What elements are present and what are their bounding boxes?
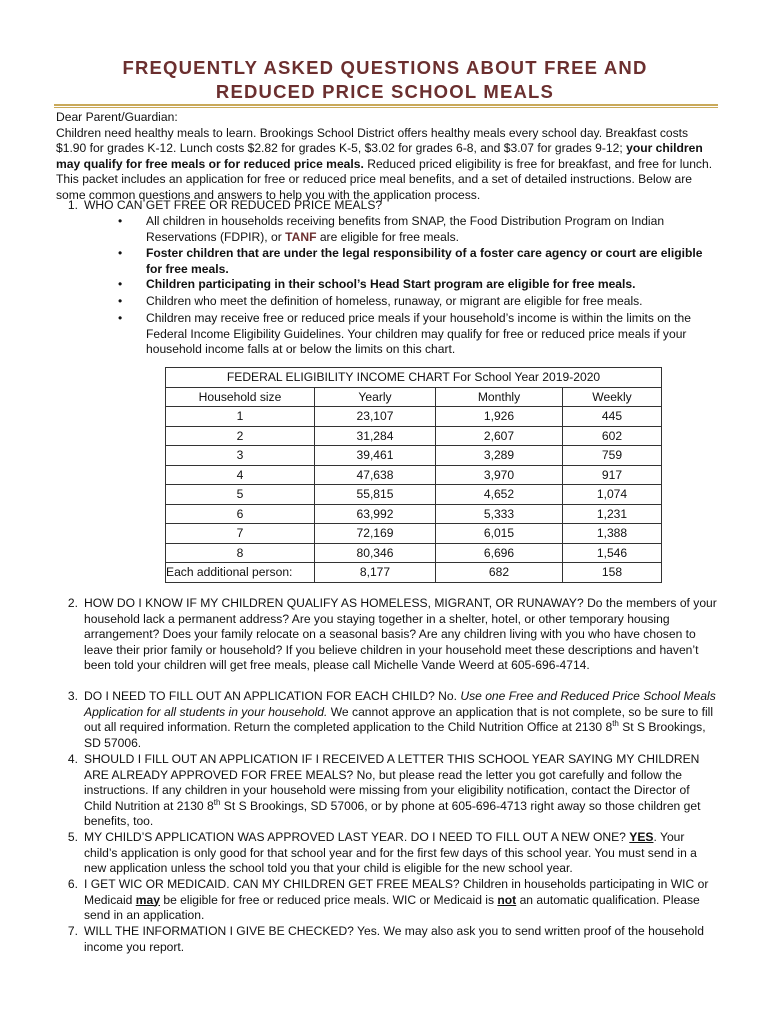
table-cell: 682 <box>436 563 563 583</box>
table-cell: 23,107 <box>315 407 436 427</box>
table-cell: 1,388 <box>563 524 662 544</box>
column-header: Weekly <box>563 387 662 407</box>
question-text: HOW DO I KNOW IF MY CHILDREN QUALIFY AS HOMELESS, MIGRANT, OR RUNAWAY? Do the members of your household lack a permanent address? Are you staying together in a shelter, hotel, or other temporary housing arrangement? Does your family relocate on a seasonal basis? Are any children living with you who have chosen to leave their prior family or household? If you believe children in your household meet these descriptions and haven’t been told your children will get free meals, please call Michelle Vande Weerd at 605-696-4714. <box>84 596 717 672</box>
tanf-term: TANF <box>285 229 317 244</box>
table-row <box>166 407 662 427</box>
bullet-text: Children may receive free or reduced price meals if your household’s income is within the limits on the Federal Income Eligibility Guidelines. Your children may qualify for free or reduced price meals if your household income falls at or below the limits on this chart. <box>146 311 691 356</box>
greeting: Dear Parent/Guardian: <box>56 110 178 124</box>
table-cell: 7 <box>166 524 315 544</box>
question-text: SHOULD I FILL OUT AN APPLICATION IF I RECEIVED A LETTER THIS SCHOOL YEAR SAYING MY CHILDREN ARE ALREADY APPROVED FOR FREE MEALS? No, but please read the letter you got carefully and follow the instructions. If any children in your household were missing from your eligibility notification, contact the Director of Child Nutrition at 2130 8th St S Brookings, SD 57006, or by phone at 605-696-4713 right away so those children get benefits, too. <box>84 752 701 828</box>
question-number: 3. <box>67 689 78 703</box>
bullet-text: Foster children that are under the legal responsibility of a foster care agency or court are eligible for free meals. <box>146 246 703 276</box>
table-cell: 1,546 <box>563 543 662 563</box>
table-cell: 3,970 <box>436 465 563 485</box>
table-cell: 6,015 <box>436 524 563 544</box>
bullet-icon: • <box>118 246 123 260</box>
column-header: Yearly <box>315 387 436 407</box>
question-1 <box>56 198 720 214</box>
table-cell: 3 <box>166 446 315 466</box>
table-cell: 6 <box>166 504 315 524</box>
table-cell: 1,926 <box>436 407 563 427</box>
bullet-foster <box>118 246 716 277</box>
page-title-line-2: REDUCED PRICE SCHOOL MEALS <box>215 81 555 102</box>
table-cell: 4 <box>166 465 315 485</box>
bullet-text: Children participating in their school’s Head Start program are eligible for free meals. <box>146 277 636 291</box>
table-cell: 158 <box>563 563 662 583</box>
table-cell: 47,638 <box>315 465 436 485</box>
question-number: 2. <box>67 596 78 610</box>
table-cell: 55,815 <box>315 485 436 505</box>
table-cell: 39,461 <box>315 446 436 466</box>
bullet-icon: • <box>118 311 123 325</box>
question-4 <box>56 752 720 830</box>
bullet-text: Children who meet the definition of homeless, runaway, or migrant are eligible for free meals. <box>146 294 643 308</box>
chart-title: FEDERAL ELIGIBILITY INCOME CHART For School Year 2019-2020 <box>166 368 662 388</box>
yes-emphasis: YES <box>629 830 654 844</box>
bullet-text: All children in households receiving benefits from SNAP, the Food Distribution Program on Indian Reservations (FDPIR), or TANF are eligible for free meals. <box>146 214 665 244</box>
table-cell: 3,289 <box>436 446 563 466</box>
question-text: WHO CAN GET FREE OR REDUCED PRICE MEALS? <box>84 198 383 212</box>
table-row <box>166 426 662 446</box>
question-text: DO I NEED TO FILL OUT AN APPLICATION FOR EACH CHILD? No. Use one Free and Reduced Price School Meals Application for all students in your household. We cannot approve an application that is not complete, so be sure to fill out all required information. Return the completed application to the Child Nutrition Office at 2130 8th St S Brookings, SD 57006. <box>84 689 716 750</box>
question-number: 5. <box>67 830 78 844</box>
table-row <box>166 446 662 466</box>
table-cell: 917 <box>563 465 662 485</box>
question-3 <box>56 689 720 751</box>
bullet-icon: • <box>118 294 123 308</box>
question-text: MY CHILD’S APPLICATION WAS APPROVED LAST YEAR. DO I NEED TO FILL OUT A NEW ONE? YES. Your child’s application is only good for that school year and for the first few days of this school year. You must send in a new application unless the school told you that your child is eligible for the new school year. <box>84 830 697 875</box>
table-row <box>166 485 662 505</box>
intro <box>56 110 716 203</box>
table-cell: 2,607 <box>436 426 563 446</box>
intro-bold: your children may qualify for free meals or for reduced price meals. <box>56 141 703 171</box>
table-cell: 80,346 <box>315 543 436 563</box>
table-cell: Each additional person: <box>166 563 315 583</box>
column-header: Monthly <box>436 387 563 407</box>
bullet-icon: • <box>118 214 123 228</box>
question-7 <box>56 924 720 955</box>
title-divider <box>54 104 718 106</box>
bullet-homeless <box>118 294 716 310</box>
page-title-line-1: FREQUENTLY ASKED QUESTIONS ABOUT FREE AND <box>122 57 648 78</box>
table-cell: 72,169 <box>315 524 436 544</box>
table-row <box>166 524 662 544</box>
intro-text-b: Reduced priced eligibility is free for breakfast, and free for lunch. This packet includes an application for free or reduced price meal benefits, and a set of detailed instructions. Below are some common questions and answers to help you with the application process. <box>56 156 713 202</box>
table-cell: 31,284 <box>315 426 436 446</box>
question-5 <box>56 830 720 877</box>
question-text: I GET WIC OR MEDICAID. CAN MY CHILDREN GET FREE MEALS? Children in households participating in WIC or Medicaid may be eligible for free or reduced price meals. WIC or Medicaid is not an automatic qualification. Please send in an application. <box>84 877 709 922</box>
column-header: Household size <box>166 387 315 407</box>
bullet-snap <box>118 214 716 245</box>
table-cell: 4,652 <box>436 485 563 505</box>
question-text: WILL THE INFORMATION I GIVE BE CHECKED? Yes. We may also ask you to send written proof of the household income you report. <box>84 924 704 954</box>
table-cell: 8 <box>166 543 315 563</box>
question-number: 6. <box>67 877 78 891</box>
title-divider-thin <box>54 107 718 108</box>
table-cell: 5,333 <box>436 504 563 524</box>
table-cell: 5 <box>166 485 315 505</box>
not-emphasis: not <box>497 892 517 907</box>
table-row <box>166 563 662 583</box>
question-number: 1. <box>67 198 78 212</box>
table-cell: 1,074 <box>563 485 662 505</box>
question-6 <box>56 877 720 924</box>
italic-instruction: Use one Free and Reduced Price School Meals Application for all students in your household. <box>84 689 716 719</box>
table-cell: 63,992 <box>315 504 436 524</box>
question-2 <box>56 596 720 674</box>
bullet-head-start <box>118 277 716 293</box>
table-cell: 6,696 <box>436 543 563 563</box>
income-eligibility-chart <box>165 367 662 583</box>
table-row <box>166 465 662 485</box>
question-number: 4. <box>67 752 78 766</box>
may-emphasis: may <box>135 892 160 907</box>
intro-text-a: Children need healthy meals to learn. Brookings School District offers healthy meals every school day. Breakfast costs $1.90 for grades K-12. Lunch costs $2.82 for grades K-5, $3.02 for grades 6-8, and $3.07 for grades 9-12; <box>56 125 689 155</box>
table-cell: 445 <box>563 407 662 427</box>
table-row <box>166 504 662 524</box>
table-cell: 602 <box>563 426 662 446</box>
bullet-income <box>118 311 716 358</box>
table-cell: 1,231 <box>563 504 662 524</box>
bullet-icon: • <box>118 277 123 291</box>
table-cell: 759 <box>563 446 662 466</box>
intro-paragraph <box>56 126 716 204</box>
table-row <box>166 543 662 563</box>
table-cell: 1 <box>166 407 315 427</box>
table-cell: 2 <box>166 426 315 446</box>
table-cell: 8,177 <box>315 563 436 583</box>
question-number: 7. <box>67 924 78 938</box>
